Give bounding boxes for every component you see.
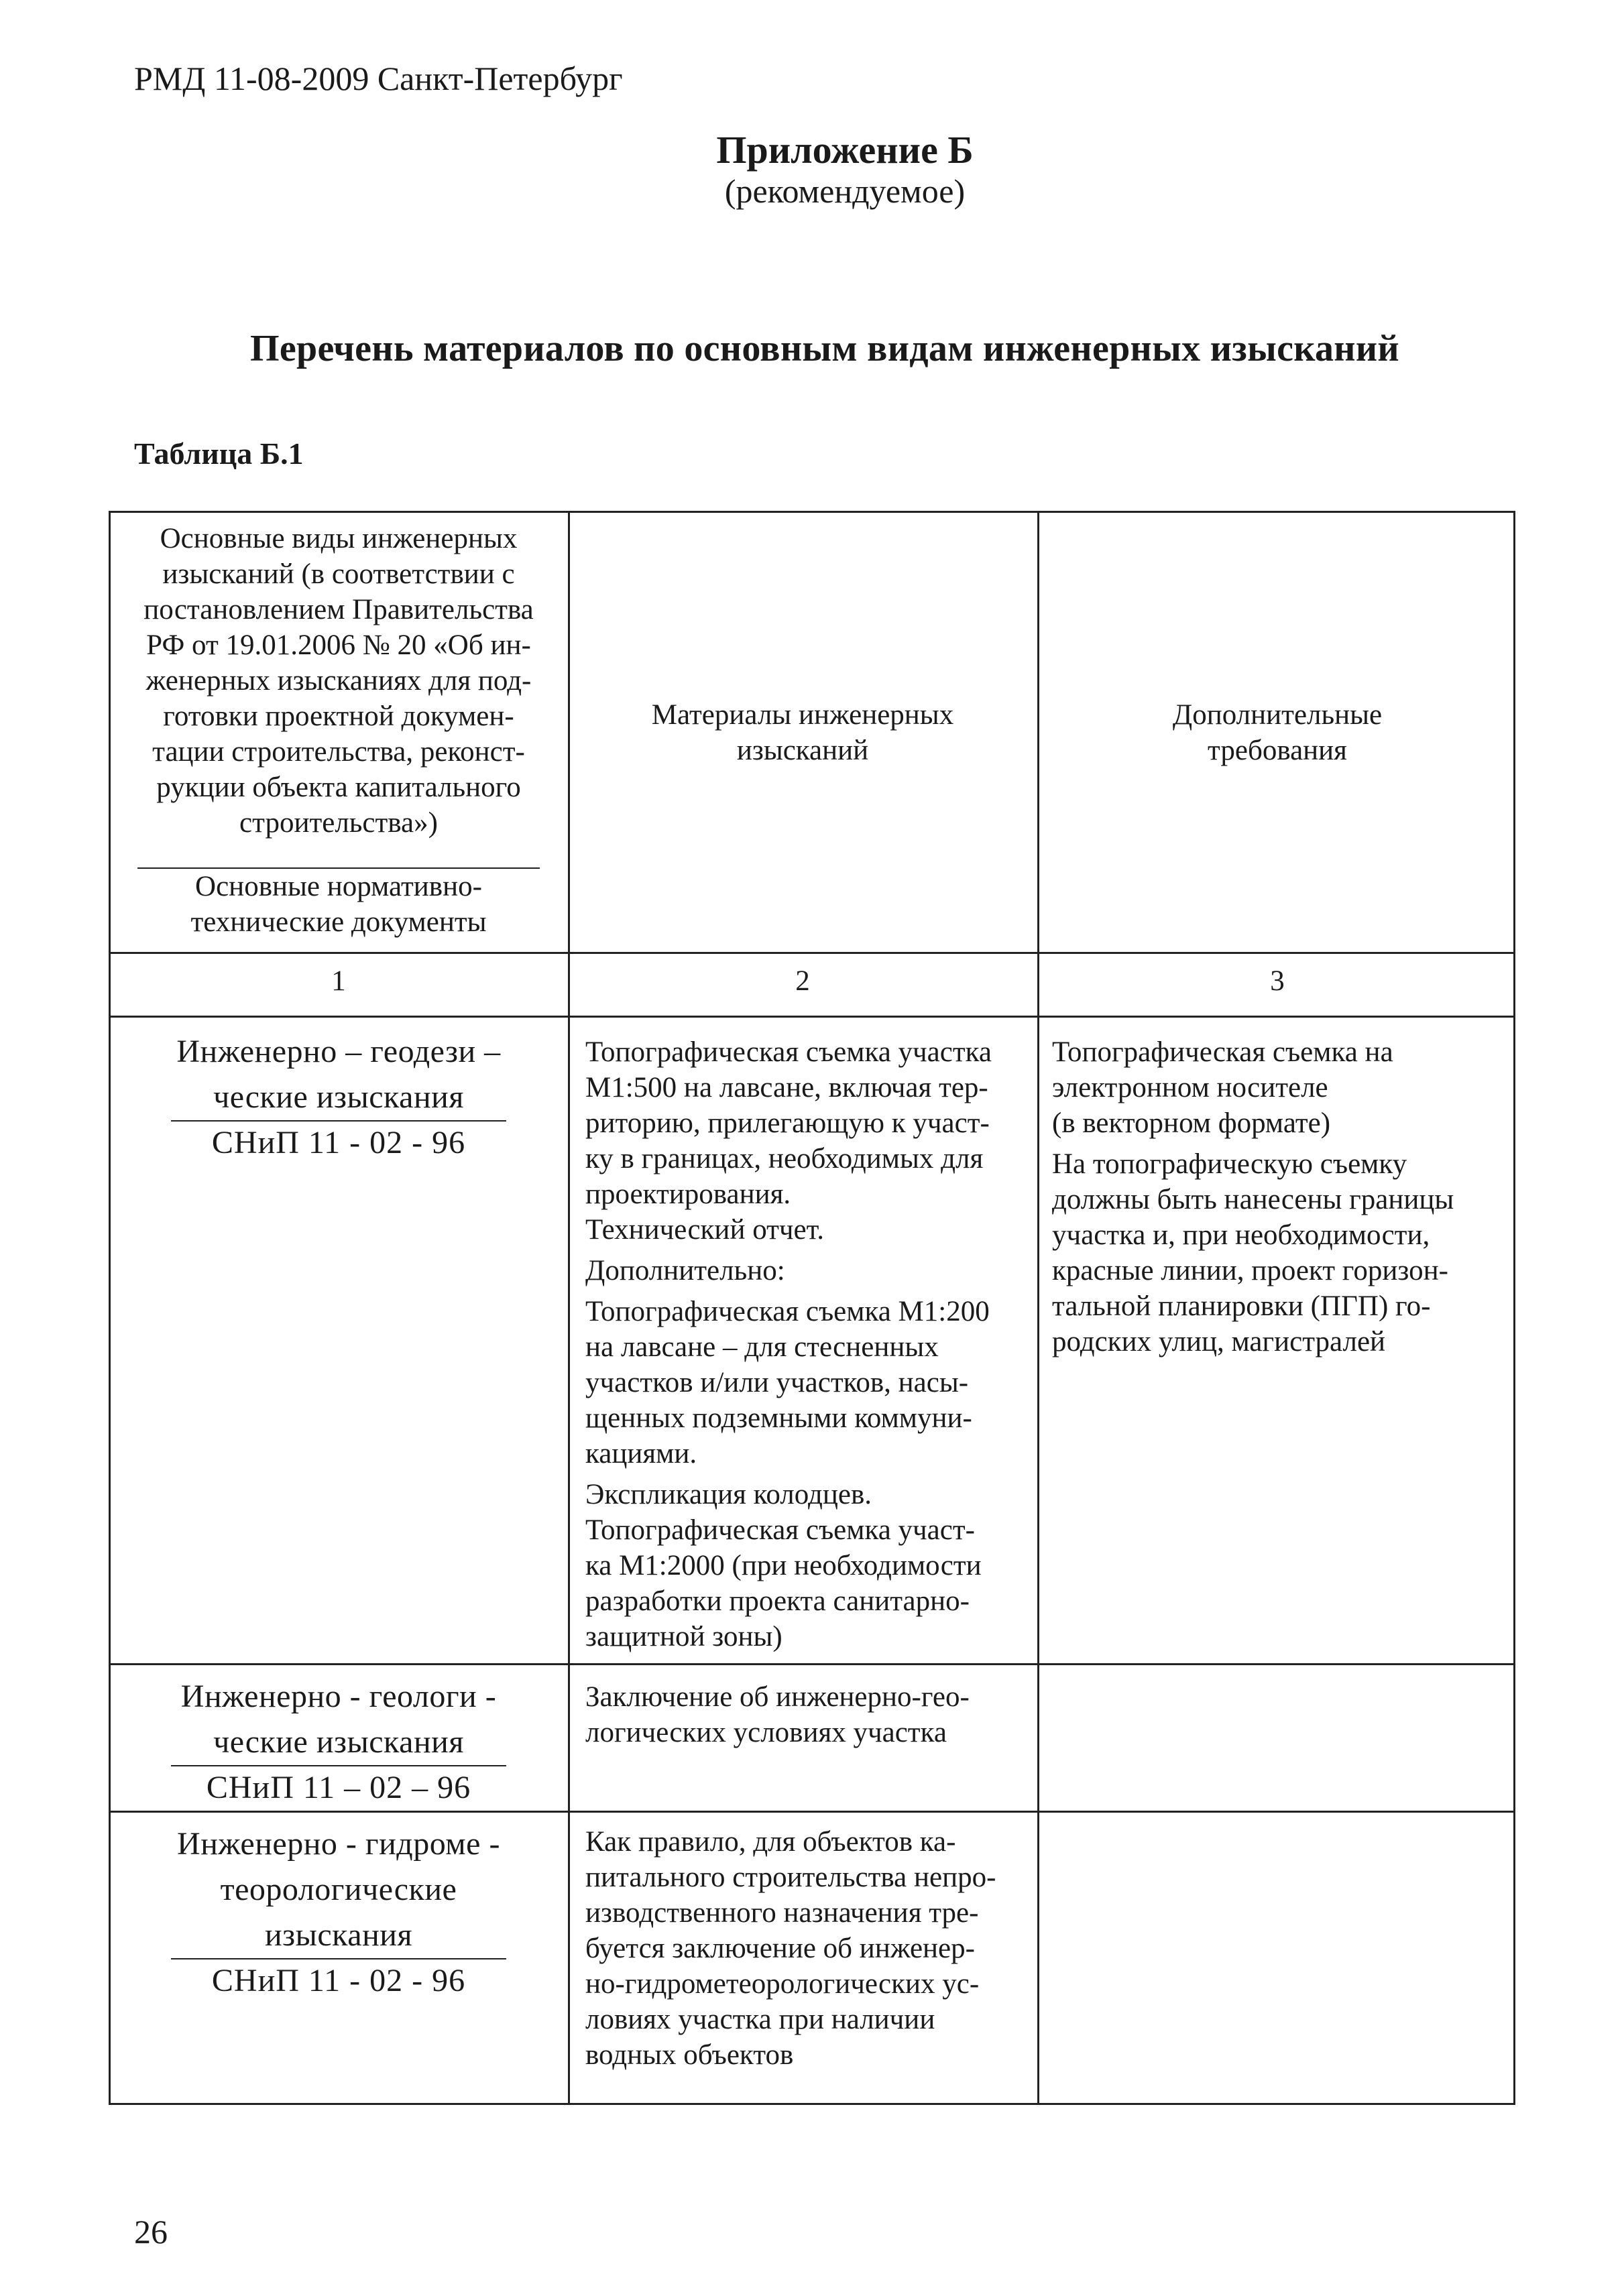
header-line: требования (1208, 735, 1347, 766)
header-line: строительства») (239, 807, 438, 839)
text-line: разработки проекта санитарно- (585, 1585, 970, 1617)
text-line: питального строительства непро- (585, 1862, 996, 1893)
text-line: электронном носителе (1052, 1072, 1328, 1103)
column-number-3: 3 (1270, 965, 1285, 997)
column-divider (568, 513, 570, 2103)
materials-geological (585, 1679, 1031, 1750)
text-line: красные линии, проект горизон- (1052, 1255, 1448, 1286)
header-cell-1 (117, 521, 560, 940)
text-line: на лавсане – для стесненных (585, 1331, 939, 1363)
header-line: Основные виды инженерных (160, 523, 518, 554)
header-line: РФ от 19.01.2006 № 20 «Об ин- (146, 629, 531, 661)
norm-document: СНиП 11 - 02 - 96 (211, 1963, 466, 1998)
column-number-2: 2 (795, 965, 810, 997)
survey-kind-line: ческие изыскания (213, 1079, 464, 1115)
text-line: проектирования. (585, 1179, 791, 1210)
norm-document: СНиП 11 – 02 – 96 (206, 1770, 471, 1805)
appendix-subtitle: (рекомендуемое) (724, 172, 966, 210)
header-line: Материалы инженерных (651, 699, 954, 731)
column-divider (1037, 513, 1039, 2103)
header-line: тации строительства, реконст- (152, 736, 525, 768)
text-line: щенных подземными коммуни- (585, 1402, 972, 1434)
column-number-1: 1 (331, 965, 346, 997)
survey-kind-line: теорологические (220, 1872, 457, 1907)
text-line: защитной зоны) (585, 1621, 782, 1652)
text-line: ка М1:2000 (при необходимости (585, 1550, 982, 1581)
materials-paragraph (585, 1212, 1031, 1248)
requirements-paragraph (1052, 1146, 1511, 1360)
text-line: Топографическая съемка М1:200 (585, 1296, 990, 1327)
text-line: риторию, прилегающую к участ- (585, 1107, 990, 1139)
text-line: должны быть нанесены границы (1052, 1184, 1454, 1215)
text-line: На топографическую съемку (1052, 1148, 1407, 1180)
requirements-paragraph (1052, 1034, 1511, 1141)
text-line: участка и, при необходимости, (1052, 1219, 1430, 1251)
survey-kind-line: ческие изыскания (213, 1724, 464, 1760)
table-label: Таблица Б.1 (134, 436, 304, 471)
row-divider (111, 1663, 1513, 1665)
survey-kind-line: Инженерно - гидроме - (177, 1826, 500, 1862)
text-line: Заключение об инженерно-гео- (585, 1681, 970, 1713)
materials-paragraph (585, 1294, 1031, 1471)
text-line: логических условиях участка (585, 1717, 947, 1748)
text-line: Топографическая съемка на (1052, 1036, 1393, 1068)
text-line: участков и/или участков, насы- (585, 1367, 969, 1398)
header-cell-3 (1044, 697, 1511, 768)
text-line: буется заключение об инженер- (585, 1933, 975, 1964)
row-divider (111, 1016, 1513, 1018)
header-line: постановлением Правительства (143, 594, 534, 625)
text-line: (в векторном формате) (1052, 1107, 1331, 1139)
header-line: готовки проектной докумен- (163, 701, 514, 732)
materials-hydrometeorological (585, 1824, 1031, 2073)
text-line: Технический отчет. (585, 1214, 824, 1246)
header-line: изысканий (736, 735, 869, 766)
subheader-line: технические документы (190, 906, 487, 938)
materials-paragraph (585, 1034, 1031, 1212)
appendix-title: Приложение Б (716, 128, 974, 172)
running-header: РМД 11-08-2009 Санкт-Петербург (134, 60, 623, 97)
page-number: 26 (134, 2213, 168, 2250)
text-line: Топографическая съемка участ- (585, 1514, 975, 1546)
survey-kind-geodetic (117, 1029, 560, 1164)
header-line: рукции объекта капитального (156, 772, 521, 803)
header-line: женерных изысканиях для под- (146, 665, 532, 697)
text-line: родских улиц, магистралей (1052, 1326, 1386, 1357)
survey-kind-line: Инженерно - геологи - (180, 1679, 497, 1714)
survey-kind-line: Инженерно – геодези – (176, 1034, 501, 1069)
text-line: Топографическая съемка участка (585, 1036, 992, 1068)
text-line: Экспликация колодцев. (585, 1479, 872, 1510)
survey-kind-geological (117, 1674, 560, 1809)
norm-document: СНиП 11 - 02 - 96 (211, 1125, 466, 1160)
requirements-geodetic (1052, 1034, 1511, 1360)
materials-table (109, 511, 1515, 2105)
materials-paragraph (585, 1253, 1031, 1288)
subheader-line: Основные нормативно- (195, 871, 482, 902)
text-line: водных объектов (585, 2039, 794, 2071)
text-line: кациями. (585, 1438, 697, 1469)
header-line: изысканий (в соответствии с (162, 558, 515, 590)
survey-kind-hydrometeorological (117, 1821, 560, 2002)
row-divider (111, 952, 1513, 954)
text-line: Дополнительно: (585, 1255, 785, 1286)
text-line: тальной планировки (ПГП) го- (1052, 1290, 1431, 1322)
text-line: М1:500 на лавсане, включая тер- (585, 1072, 988, 1103)
materials-paragraph (585, 1477, 1031, 1654)
header-line: Дополнительные (1172, 699, 1383, 731)
text-line: ку в границах, необходимых для (585, 1143, 984, 1174)
document-title: Перечень материалов по основным видам инженерных изысканий (250, 328, 1399, 369)
header-cell-2 (575, 697, 1031, 768)
materials-geodetic (585, 1034, 1031, 1654)
header-col1-text (117, 521, 560, 841)
text-line: но-гидрометеорологических ус- (585, 1968, 980, 2000)
text-line: изводственного назначения тре- (585, 1897, 979, 1929)
row-divider (111, 1811, 1513, 1813)
text-line: ловиях участка при наличии (585, 2004, 935, 2035)
text-line: Как правило, для объектов ка- (585, 1826, 956, 1858)
survey-kind-line: изыскания (264, 1917, 413, 1953)
